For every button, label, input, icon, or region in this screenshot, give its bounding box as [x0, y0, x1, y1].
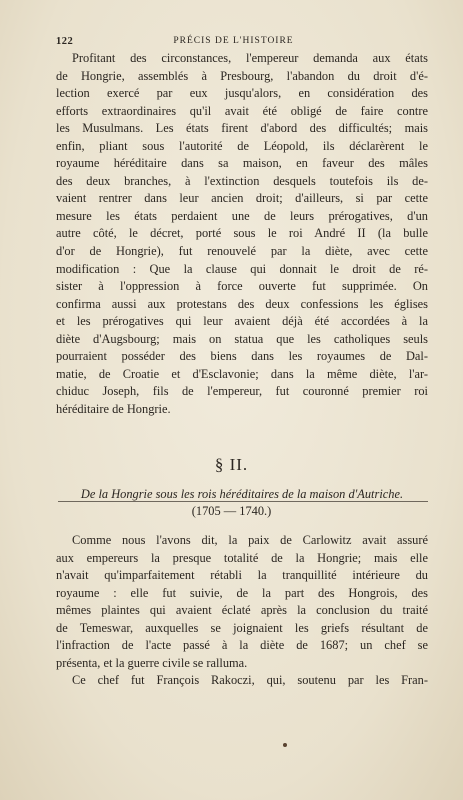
text-line: Comme nous l'avons dit, la paix de Carlowitz avait assuré: [72, 533, 428, 547]
page-number: 122: [56, 36, 74, 47]
section-dates: (1705 — 1740.): [191, 504, 272, 518]
text-line: diète d'Augsbourg; mais on statua que les catholiques seuls: [56, 331, 428, 346]
text-line: efforts extraordinaires qu'il avait été obligé de faire contre: [56, 103, 428, 118]
text-line: chiduc Joseph, fils de l'empereur, fut couronné premier roi: [56, 384, 428, 399]
ink-dot-ornament: [283, 743, 287, 747]
section-subtitle: De la Hongrie sous les rois héréditaires de la maison d'Autriche.: [80, 487, 404, 501]
text-line: l'infraction de l'acte passé à la diète de 1687; un chef se: [56, 638, 428, 653]
running-title: PRÉCIS DE L'HISTOIRE: [173, 36, 294, 46]
text-line: pourraient posséder des biens dans les royaumes de Dal-: [56, 349, 428, 364]
text-line: royaume héréditaire dans sa maison, en faveur des mâles: [56, 156, 428, 171]
text-line: vaient rentrer dans leur ancien droit; d'ailleurs, si par cette: [56, 191, 428, 206]
text-line: de Temeswar, auxquelles se joignaient les griefs résultant de: [56, 620, 428, 635]
text-line: Ce chef fut François Rakoczi, qui, soutenu par les Fran-: [72, 673, 428, 688]
body-text-part-1: [56, 50, 428, 418]
text-line: et les prérogatives qui leur avaient déjà été accordées à la: [56, 314, 428, 329]
page-header: [56, 36, 411, 50]
text-line: d'or de Hongrie), fut renouvelé par la diète, avec cette: [56, 244, 428, 259]
text-line: mesure les états perdaient une de leurs prérogatives, d'un: [56, 208, 428, 223]
text-line: Profitant des circonstances, l'empereur demanda aux états: [72, 51, 428, 65]
text-line: autre côté, le décret, porté sous le roi André II (la bulle: [56, 226, 428, 241]
text-line: héréditaire de Hongrie.: [56, 401, 171, 416]
subtitle-underline: [58, 501, 428, 502]
text-line: royaume : elle fut suivie, de la part des Hongrois, des: [56, 585, 428, 600]
text-line: enfin, pliant sous l'autorité de Léopold, ils déclarèrent le: [56, 138, 428, 153]
text-line: présenta, et la guerre civile se ralluma.: [56, 655, 248, 670]
text-line: les Musulmans. Les états firent d'abord des difficultés; mais: [56, 121, 428, 136]
text-line: aux empereurs la presque totalité de la Hongrie; mais elle: [56, 550, 428, 565]
text-line: matie, de Croatie et d'Esclavonie; dans la même diète, l'ar-: [56, 366, 428, 381]
text-line: lection exercé par eux jusqu'alors, en considération des: [56, 86, 428, 101]
body-text-part-2: [56, 532, 428, 690]
text-line: modification : Que la clause qui donnait le droit de ré-: [56, 261, 428, 276]
section-heading: § II.: [214, 455, 249, 474]
text-line: n'avait qu'imparfaitement rétabli la tranquillité intérieure du: [56, 568, 428, 583]
text-line: de Hongrie, assemblés à Presbourg, l'abandon du droit d'é-: [56, 68, 428, 83]
text-line: des deux branches, à l'extinction desquels toutefois ils de-: [56, 173, 428, 188]
text-line: confirma aussi aux protestans des deux confessions les églises: [56, 296, 428, 311]
text-line: sister à l'oppression à force ouverte fut supprimée. On: [56, 279, 428, 294]
text-line: mêmes plaintes qui avaient éclaté après la conclusion du traité: [56, 603, 428, 618]
